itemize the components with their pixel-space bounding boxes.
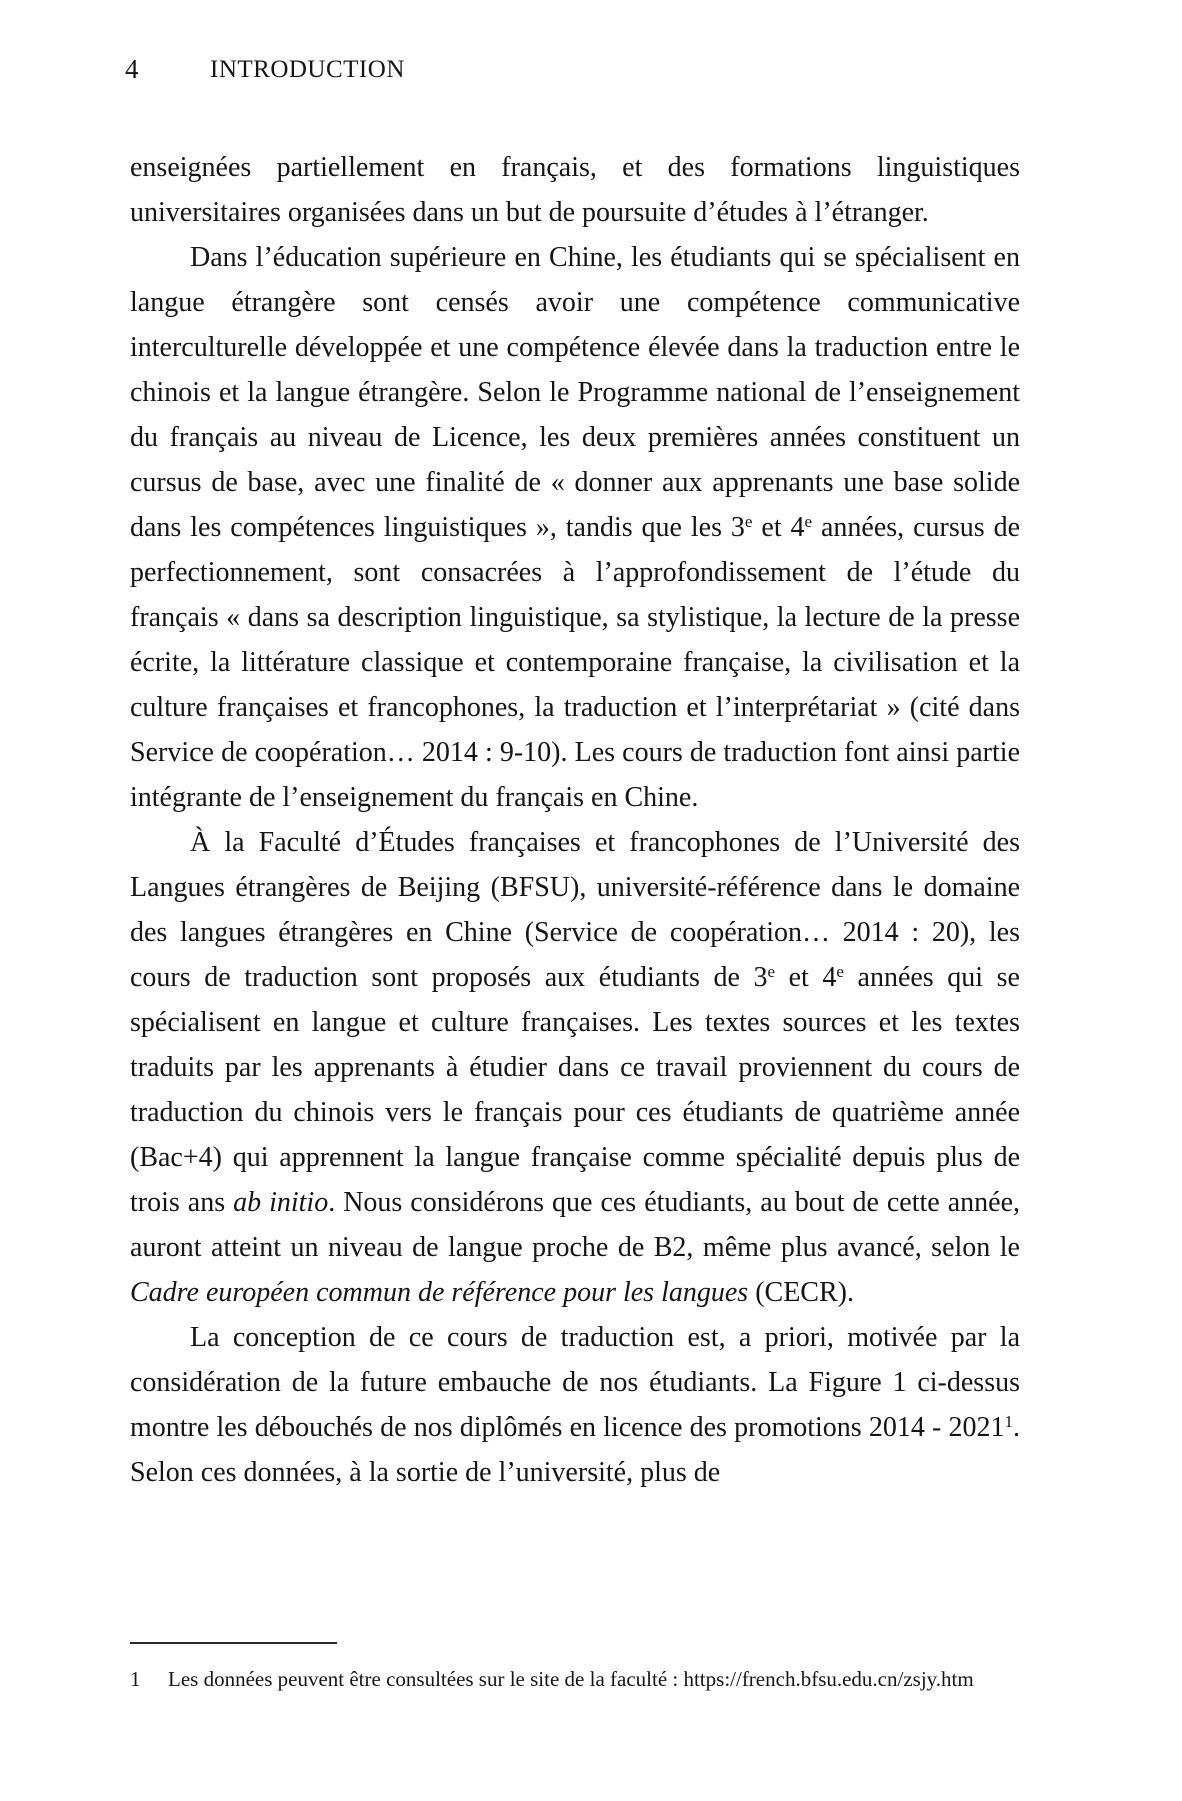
paragraph bbox=[130, 235, 1020, 820]
paragraph bbox=[130, 1315, 1020, 1495]
paragraph bbox=[130, 145, 1020, 235]
text-segment: ab initio bbox=[233, 1187, 329, 1218]
text-segment: . Nous considérons que ces étudiants, au bout de cette année, auront atteint un niveau de langue proche de B2, même plus avancé, selon le bbox=[130, 1187, 1020, 1263]
paragraph bbox=[130, 820, 1020, 1315]
text-segment: Dans l’éducation supérieure en Chine, les étudiants qui se spécialisent en langue étrangère sont censés avoir une compétence communicative interculturelle développée et une compétence élevée dans la traduction entre le chinois et la langue étrangère. Selon le Programme national de l’enseignement du français au niveau de Licence, les deux premières années constituent un cursus de base, avec une finalité de « donner aux apprenants une base solide dans les compétences linguistiques », tandis que les 3 bbox=[130, 242, 1020, 543]
footnote-rule bbox=[130, 1642, 337, 1644]
page-number: 4 bbox=[125, 54, 139, 84]
text-segment: et 4 bbox=[775, 962, 837, 993]
text-segment: années, cursus de perfectionnement, sont consacrées à l’approfondissement de l’étude du français « dans sa description linguistique, sa stylistique, la lecture de la presse écrite, la littérature classique et contemporaine française, la civilisation et la culture françaises et francophones, la traduction et l’interprétariat » (cité dans Service de coopération… 2014 : 9-10). Les cours de traduction font ainsi partie intégrante de l’enseignement du français en Chine. bbox=[130, 512, 1020, 813]
superscript: e bbox=[744, 512, 753, 531]
body-text bbox=[130, 145, 1020, 1495]
text-segment: À la Faculté d’Études françaises et francophones de l’Université des Langues étrangères de Beijing (BFSU), université-référence dans le domaine des langues étrangères en Chine (Service de coopération… 2014 : 20), les cours de traduction sont proposés aux étudiants de 3 bbox=[130, 827, 1020, 993]
footnote bbox=[130, 1664, 1030, 1694]
text-segment: années qui se spécialisent en langue et culture françaises. Les textes sources et les textes traduits par les apprenants à étudier dans ce travail proviennent du cours de traduction du chinois vers le français pour ces étudiants de quatrième année (Bac+4) qui apprennent la langue française comme spécialité depuis plus de trois ans bbox=[130, 962, 1020, 1218]
footnote-text: Les données peuvent être consultées sur le site de la faculté : https://french.bfsu.edu.cn/zsjy.htm bbox=[168, 1667, 974, 1691]
text-segment: enseignées partiellement en français, et des formations linguistiques universitaires organisées dans un but de poursuite d’études à l’étranger. bbox=[130, 152, 1020, 228]
superscript: e bbox=[767, 962, 775, 981]
superscript: 1 bbox=[1004, 1412, 1013, 1431]
superscript: e bbox=[804, 512, 813, 531]
text-segment: La conception de ce cours de traduction est, a priori, motivée par la considération de la future embauche de nos étudiants. La Figure 1 ci-dessus montre les débouchés de nos diplômés en licence des promotions 2014 - 2021 bbox=[130, 1322, 1020, 1443]
running-title: INTRODUCTION bbox=[210, 56, 405, 83]
text-segment: et 4 bbox=[752, 512, 805, 543]
text-segment: (CECR). bbox=[748, 1277, 854, 1308]
footnote-number: 1 bbox=[130, 1667, 141, 1691]
superscript: e bbox=[836, 962, 844, 981]
text-segment: . Selon ces données, à la sortie de l’université, plus de bbox=[130, 1412, 1020, 1488]
text-segment: Cadre européen commun de référence pour les langues bbox=[130, 1277, 749, 1308]
